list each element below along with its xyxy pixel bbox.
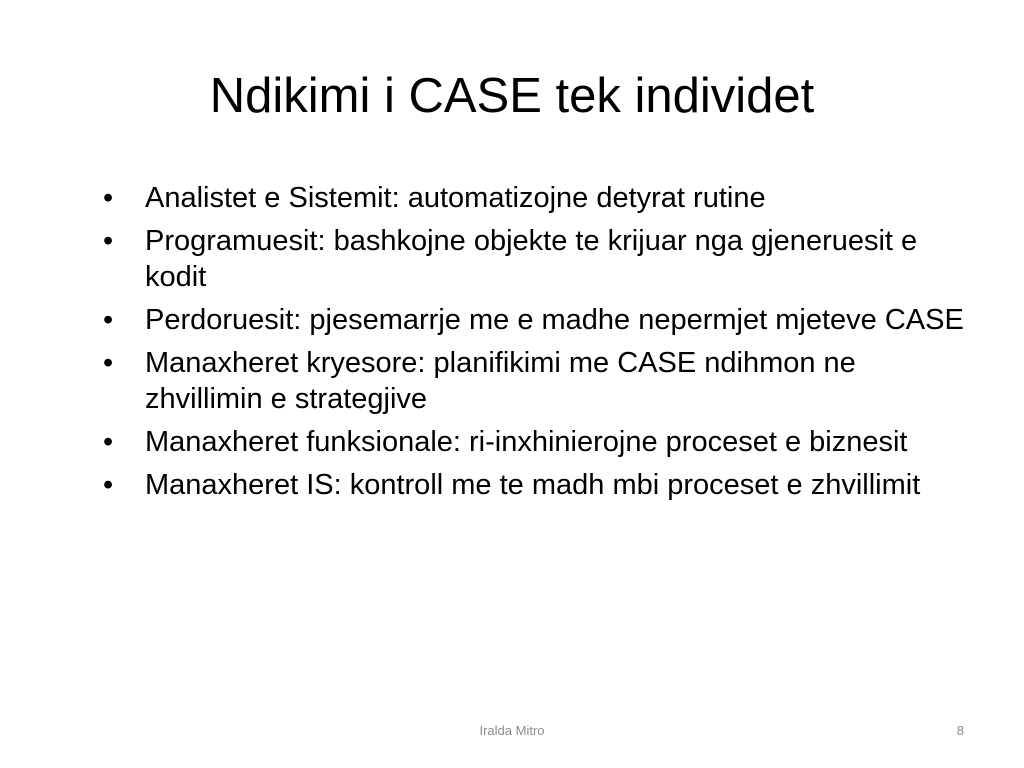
slide-title: Ndikimi i CASE tek individet bbox=[209, 69, 815, 123]
bullet-text: Manaxheret funksionale: ri-inxhinierojne proceset e biznesit bbox=[145, 426, 908, 458]
bullet-dot-icon: • bbox=[103, 182, 114, 214]
bullet-text: Analistet e Sistemit: automatizojne detyrat rutine bbox=[145, 182, 766, 214]
bullet-dot-icon: • bbox=[103, 225, 114, 257]
footer-author: Iralda Mitro bbox=[479, 723, 545, 738]
bullet-item bbox=[100, 302, 970, 338]
bullet-list bbox=[100, 180, 970, 510]
page-number: 8 bbox=[956, 723, 964, 738]
bullet-item bbox=[100, 467, 970, 503]
bullet-dot-icon: • bbox=[103, 469, 114, 501]
bullet-item bbox=[100, 180, 970, 216]
bullet-dot-icon: • bbox=[103, 304, 114, 336]
bullet-text: Manaxheret kryesore: planifikimi me CASE ndihmon ne zhvillimin e strategjive bbox=[145, 347, 856, 415]
bullet-dot-icon: • bbox=[103, 426, 114, 458]
bullet-text: Programuesit: bashkojne objekte te krijuar nga gjeneruesit e kodit bbox=[145, 225, 918, 293]
bullet-item bbox=[100, 345, 970, 417]
bullet-item bbox=[100, 424, 970, 460]
bullet-dot-icon: • bbox=[103, 347, 114, 379]
bullet-text: Manaxheret IS: kontroll me te madh mbi proceset e zhvillimit bbox=[145, 469, 921, 501]
bullet-text: Perdoruesit: pjesemarrje me e madhe nepermjet mjeteve CASE bbox=[145, 304, 964, 336]
bullet-item bbox=[100, 223, 970, 295]
